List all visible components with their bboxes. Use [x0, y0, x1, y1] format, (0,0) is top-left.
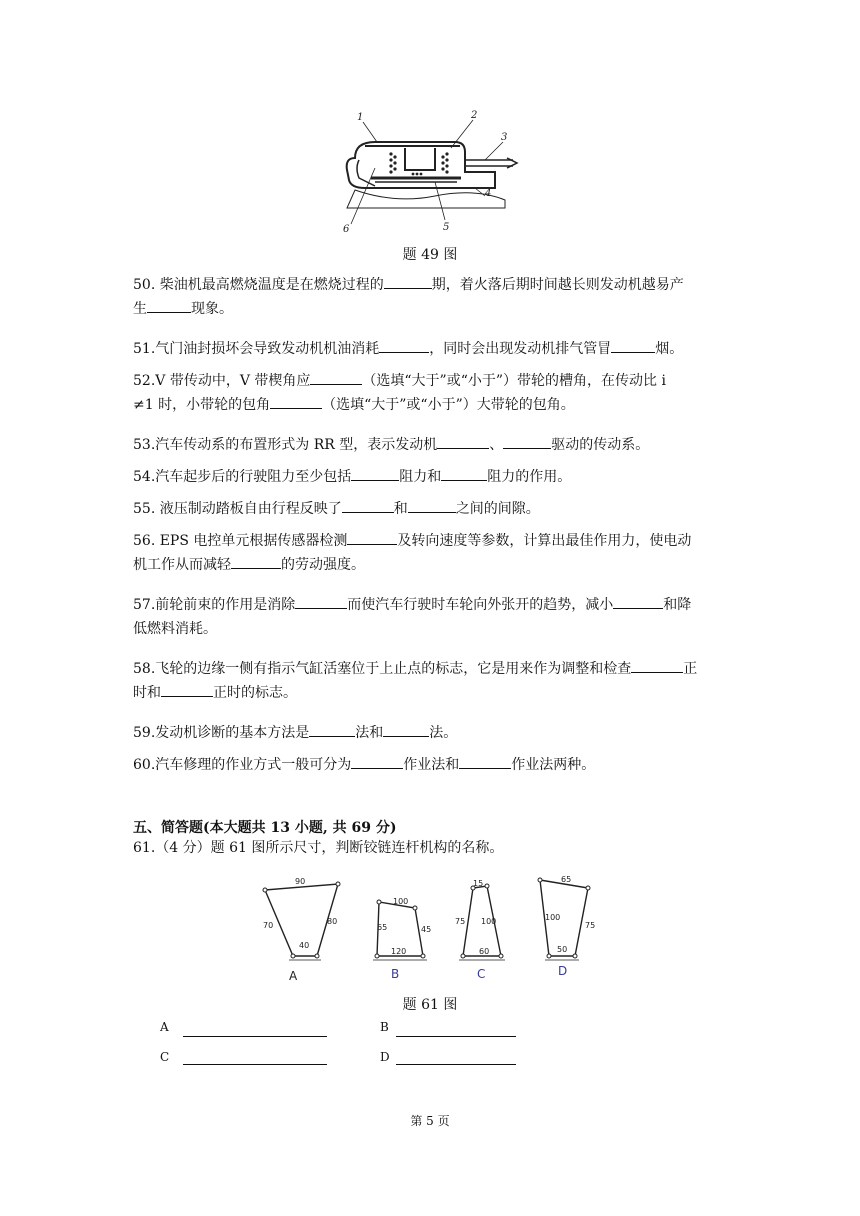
figD-dim-right: 75 [585, 921, 596, 930]
answer-line-a[interactable] [183, 1036, 327, 1037]
answer-label-c: C [160, 1050, 170, 1064]
answer-blank[interactable] [613, 594, 663, 609]
figA-dim-right: 80 [327, 917, 338, 926]
answer-blank[interactable] [310, 370, 362, 385]
answer-blank[interactable] [459, 754, 511, 769]
answer-blank[interactable] [611, 338, 655, 353]
figA-label: A [289, 969, 298, 983]
fig49-label-6: 6 [343, 224, 350, 235]
page-number: 第 5 页 [410, 1114, 450, 1128]
answer-label-a: A [160, 1020, 169, 1034]
answer-blank[interactable] [347, 530, 397, 545]
answer-blank[interactable] [231, 554, 281, 569]
answer-blank[interactable] [309, 722, 355, 737]
fig49-label-5: 5 [443, 222, 450, 233]
answer-blank[interactable] [351, 466, 399, 481]
fig49-label-1: 1 [357, 112, 364, 123]
section-heading: 五、简答题(本大题共 13 小题, 共 69 分) [133, 820, 397, 836]
answer-line-d[interactable] [396, 1064, 516, 1065]
answer-blank[interactable] [147, 298, 191, 313]
figB-dim-top: 100 [393, 897, 409, 906]
figB-label: B [391, 967, 400, 981]
answer-blank[interactable] [383, 722, 429, 737]
question-52: 52.V 带传动中，V 带楔角应 （选填“大于”或“小于”）带轮的槽角，在传动比 i ≠1 时，小带轮的包角 （选填“大于”或“小于”）大带轮的包角。 [133, 369, 733, 417]
answer-blank[interactable] [631, 658, 683, 673]
figB-dim-left: 65 [377, 923, 388, 932]
answer-blank[interactable] [270, 394, 322, 409]
figD-dim-top: 65 [561, 876, 572, 884]
fig49-label-3: 3 [501, 132, 508, 143]
answer-label-d: D [380, 1050, 390, 1064]
figB-dim-bottom: 120 [391, 947, 407, 956]
figB-dim-right: 45 [421, 925, 432, 934]
figC-dim-top: 15 [473, 879, 484, 888]
question-58: 58.飞轮的边缘一侧有指示气缸活塞位于上止点的标志，它是用来作为调整和检查 正 时和 正时的标志。 [133, 657, 733, 705]
answer-blank[interactable] [342, 498, 394, 513]
answer-blank[interactable] [351, 754, 403, 769]
figure-61-diagram [255, 876, 605, 986]
question-61: 61.（4 分）题 61 图所示尺寸，判断铰链连杆机构的名称。 [133, 840, 504, 856]
question-55: 55. 液压制动踏板自由行程反映了 和 之间的间隙。 [133, 497, 733, 521]
answer-blank[interactable] [161, 682, 213, 697]
figure-61-caption: 题 61 图 [402, 997, 458, 1013]
figD-label: D [558, 964, 568, 978]
answer-blank[interactable] [379, 338, 429, 353]
answer-line-c[interactable] [183, 1064, 327, 1065]
question-50: 50. 柴油机最高燃烧温度是在燃烧过程的 期，着火落后期时间越长则发动机越易产 生 现象。 [133, 273, 733, 321]
fig49-label-4: 4 [485, 188, 492, 199]
figure-49-caption: 题 49 图 [402, 247, 458, 263]
figC-dim-bottom: 60 [479, 947, 490, 956]
question-54: 54.汽车起步后的行驶阻力至少包括 阻力和 阻力的作用。 [133, 465, 733, 489]
answer-blank[interactable] [437, 434, 489, 449]
figD-dim-left: 100 [545, 913, 561, 922]
figA-dim-bottom: 40 [299, 941, 310, 950]
answer-blank[interactable] [384, 274, 432, 289]
figA-dim-top: 90 [295, 877, 306, 886]
question-57: 57.前轮前束的作用是消除 而使汽车行驶时车轮向外张开的趋势，减小 和降 低燃料消耗。 [133, 593, 733, 641]
answer-blank[interactable] [441, 466, 487, 481]
answer-blank[interactable] [295, 594, 347, 609]
figA-dim-left: 70 [263, 921, 274, 930]
answer-blank[interactable] [408, 498, 456, 513]
question-51: 51.气门油封损坏会导致发动机机油消耗 ，同时会出现发动机排气管冒 烟。 [133, 337, 733, 361]
figure-49-diagram [335, 108, 525, 238]
figC-dim-right: 100 [481, 917, 497, 926]
answer-blank[interactable] [503, 434, 551, 449]
answer-line-b[interactable] [396, 1036, 516, 1037]
answer-label-b: B [380, 1020, 389, 1034]
question-60: 60.汽车修理的作业方式一般可分为 作业法和 作业法两种。 [133, 753, 733, 777]
fig49-label-2: 2 [471, 110, 478, 121]
figC-dim-left: 75 [455, 917, 466, 926]
figC-label: C [477, 967, 486, 981]
question-59: 59.发动机诊断的基本方法是 法和 法。 [133, 721, 733, 745]
figD-dim-bottom: 50 [557, 945, 568, 954]
question-56: 56. EPS 电控单元根据传感器检测 及转向速度等参数，计算出最佳作用力，使电动 机工作从而减轻 的劳动强度。 [133, 529, 733, 577]
question-53: 53.汽车传动系的布置形式为 RR 型，表示发动机 、 驱动的传动系。 [133, 433, 733, 457]
